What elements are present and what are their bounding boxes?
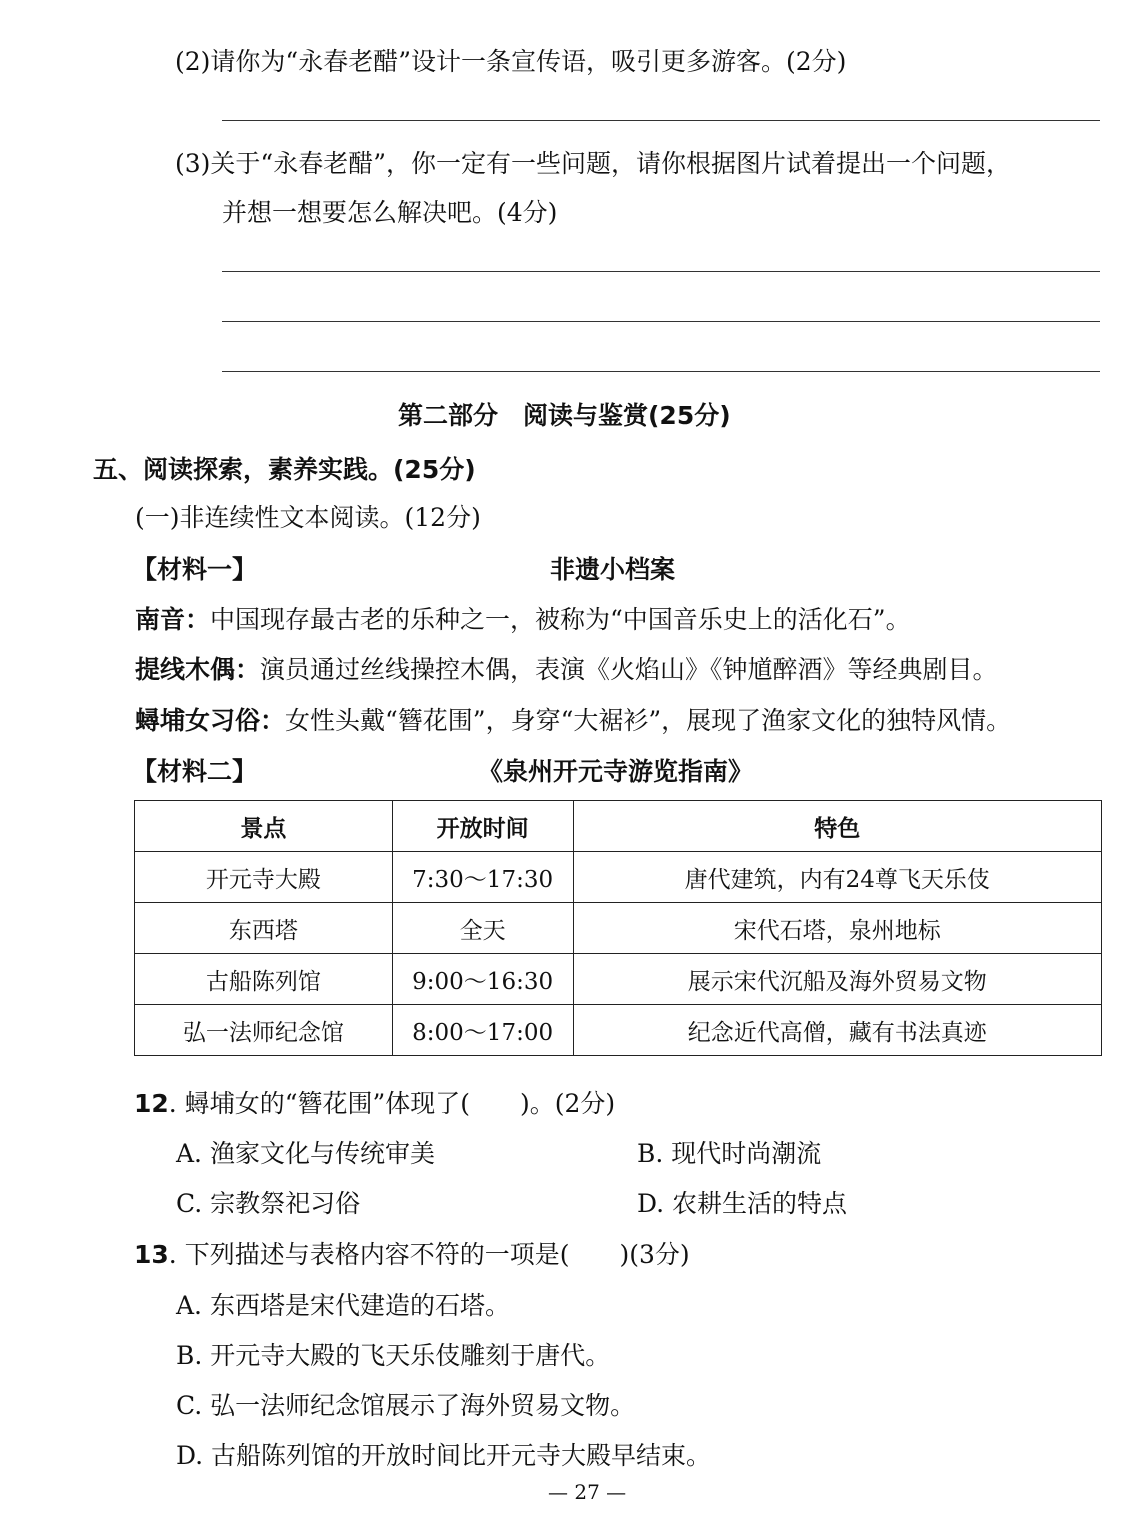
part-title: 第二部分 阅读与鉴赏(25分) [398, 401, 731, 430]
page-number: — 27 — [548, 1480, 627, 1504]
answer-line [222, 371, 1100, 372]
material-item [135, 650, 998, 686]
table-header-row [135, 801, 1102, 852]
material-one-title: 非遗小档案 [550, 555, 676, 584]
option-b: B. 开元寺大殿的飞天乐伎雕刻于唐代。 [176, 1341, 611, 1370]
table-cell: 弘一法师纪念馆 [135, 1005, 393, 1056]
material-item-desc: 中国现存最古老的乐种之一，被称为“中国音乐史上的活化石”。 [210, 605, 911, 634]
material-item-desc: 演员通过丝线操控木偶，表演《火焰山》《钟馗醉酒》等经典剧目。 [260, 655, 998, 684]
material-item-term: 南音： [135, 605, 211, 634]
option-d: D. 农耕生活的特点 [637, 1189, 848, 1218]
answer-line [222, 271, 1100, 272]
option-a: A. 渔家文化与传统审美 [176, 1139, 435, 1168]
table-row [135, 1005, 1102, 1056]
answer-line [222, 120, 1100, 121]
option-a: A. 东西塔是宋代建造的石塔。 [176, 1291, 510, 1320]
table-row [135, 903, 1102, 954]
table-cell: 古船陈列馆 [135, 954, 393, 1005]
guide-table [134, 800, 1102, 1056]
table-cell: 东西塔 [135, 903, 393, 954]
table-cell: 展示宋代沉船及海外贸易文物 [573, 954, 1101, 1005]
table-cell: 7:30～17:30 [392, 852, 573, 903]
material-one-label: 【材料一】 [132, 555, 258, 584]
material-item [135, 600, 911, 636]
question-number: 12 [134, 1089, 169, 1118]
option-b: B. 现代时尚潮流 [637, 1139, 822, 1168]
question-3-line1: (3)关于“永春老醋”，你一定有一些问题，请你根据图片试着提出一个问题， [175, 149, 1011, 178]
question-stem-text: . 蟳埔女的“簪花围”体现了( )。(2分) [168, 1089, 616, 1118]
table-cell: 唐代建筑，内有24尊飞天乐伎 [573, 852, 1101, 903]
material-two-label: 【材料二】 [132, 757, 258, 786]
material-item-term: 蟳埔女习俗： [135, 706, 286, 735]
subsection-one-heading: (一)非连续性文本阅读。(12分) [135, 503, 481, 532]
table-cell: 全天 [392, 903, 573, 954]
material-item-desc: 女性头戴“簪花围”，身穿“大裾衫”，展现了渔家文化的独特风情。 [285, 706, 1012, 735]
table-cell: 9:00～16:30 [392, 954, 573, 1005]
question-13-stem [134, 1235, 690, 1271]
table-cell: 纪念近代高僧，藏有书法真迹 [573, 1005, 1101, 1056]
table-cell: 宋代石塔，泉州地标 [573, 903, 1101, 954]
material-item-term: 提线木偶： [135, 655, 261, 684]
table-row [135, 954, 1102, 1005]
table-header-cell: 景点 [135, 801, 393, 852]
question-2: (2)请你为“永春老醋”设计一条宣传语，吸引更多游客。(2分) [175, 47, 847, 76]
table-header-cell: 特色 [573, 801, 1101, 852]
option-c: C. 弘一法师纪念馆展示了海外贸易文物。 [176, 1391, 636, 1420]
table-cell: 开元寺大殿 [135, 852, 393, 903]
question-number: 13 [134, 1240, 169, 1269]
table-header-cell: 开放时间 [392, 801, 573, 852]
table-cell: 8:00～17:00 [392, 1005, 573, 1056]
answer-line [222, 321, 1100, 322]
question-stem-text: . 下列描述与表格内容不符的一项是( )(3分) [168, 1240, 690, 1269]
material-two-title: 《泉州开元寺游览指南》 [478, 757, 754, 786]
option-d: D. 古船陈列馆的开放时间比开元寺大殿早结束。 [176, 1441, 712, 1470]
question-3-line2: 并想一想要怎么解决吧。(4分) [222, 198, 558, 227]
material-item [135, 701, 1011, 737]
table-row [135, 852, 1102, 903]
question-12-stem [134, 1084, 615, 1120]
section-five-heading: 五、阅读探索，素养实践。(25分) [93, 455, 476, 484]
option-c: C. 宗教祭祀习俗 [176, 1189, 361, 1218]
